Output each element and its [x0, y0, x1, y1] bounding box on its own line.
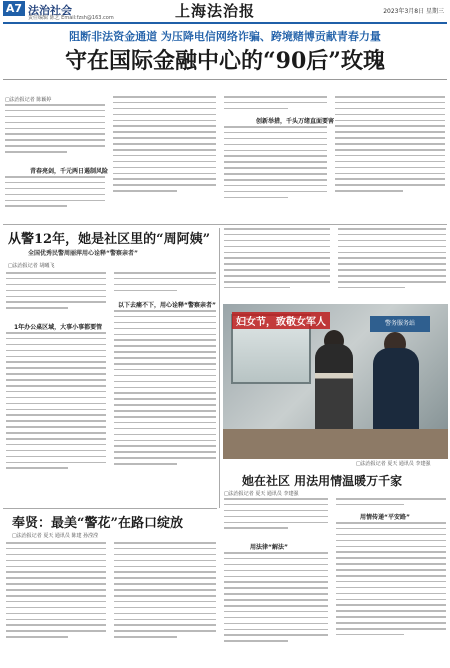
- lead-column-1b: [5, 176, 105, 218]
- lead-column-2: [113, 96, 216, 218]
- lead-kicker: 阻断非法资金通道 为压降电信网络诈骗、跨境赌博贡献青春力量: [69, 30, 381, 43]
- page-number: A7: [3, 1, 25, 16]
- story-three-column-1a: [224, 498, 328, 538]
- story-three-title: 她在社区 用法用情温暖万千家: [242, 474, 403, 488]
- lead-column-3b: [224, 126, 327, 218]
- issue-date: 2023年3月8日 星期三: [383, 8, 444, 15]
- story-two-column-1b: [6, 332, 106, 502]
- lead-column-3a: [224, 96, 327, 114]
- editor-meta: 责任编辑 陈艺 Email:fzsh@163.com: [28, 15, 114, 21]
- lead-column-4b: [338, 228, 446, 298]
- story-two-byline: □法治报记者 胡曦飞: [8, 263, 55, 269]
- story-two-column-1a: [6, 272, 106, 318]
- section-divider-2: [3, 508, 217, 509]
- story-two-subhead-1: 1年办公桌区域，大事小事都要管: [14, 324, 103, 331]
- photo-sign: 警务服务站: [370, 316, 430, 332]
- story-two-title: 从警12年，她是社区里的“周阿姨”: [8, 232, 211, 247]
- masthead: [0, 0, 450, 21]
- lead-byline: □法治报记者 陈颖婷: [5, 97, 52, 103]
- lead-title: 守在国际金融中心的“90后”玫瑰: [65, 48, 385, 74]
- lead-column-4: [335, 96, 445, 218]
- lead-subhead-2: 创新举措，千头万绪直面要害: [256, 118, 335, 125]
- story-three-column-1b: [224, 552, 328, 664]
- story-four-column-2: [114, 542, 216, 664]
- section-name: 法治社会: [28, 4, 72, 17]
- column-divider: [219, 228, 220, 508]
- newspaper-title: 上海法治报: [175, 2, 256, 20]
- story-four-column-1: [6, 542, 106, 664]
- lead-subhead-1: 青春亮剑，千元两日遏制风险: [30, 168, 109, 175]
- story-four-title: 奉贤：最美“警花”在路口绽放: [12, 516, 183, 531]
- story-three-column-2a: [336, 498, 446, 510]
- lead-column-1a: [5, 104, 105, 164]
- story-two-subtitle: 全国优秀民警周丽萍用心诠释“警察亲者”: [28, 250, 138, 257]
- photo-byline: □法治报记者 夏天 通讯员 李建强: [356, 461, 431, 467]
- section-divider-1: [3, 224, 447, 225]
- story-three-byline: □法治报记者 夏天 通讯员 李建强: [224, 491, 299, 497]
- story-three-subhead-1: 用法律“解法”: [250, 544, 288, 551]
- story-two-column-2a: [114, 272, 216, 296]
- masthead-rule: [3, 22, 447, 24]
- story-four-byline: □法治报记者 夏天 通讯员 陈建 孙滢滢: [12, 533, 99, 539]
- story-two-column-2b: [114, 310, 216, 502]
- story-three-column-2b: [336, 522, 446, 664]
- photo-caption: 妇女节，致敬女军人: [232, 312, 330, 329]
- story-three-subhead-2: 用情传递“平安路”: [360, 514, 410, 521]
- title-rule: [3, 79, 447, 80]
- story-two-subhead-2: 以下去痛不下，用心诠释“警察亲者”: [118, 302, 216, 309]
- lead-column-3c: [224, 228, 330, 298]
